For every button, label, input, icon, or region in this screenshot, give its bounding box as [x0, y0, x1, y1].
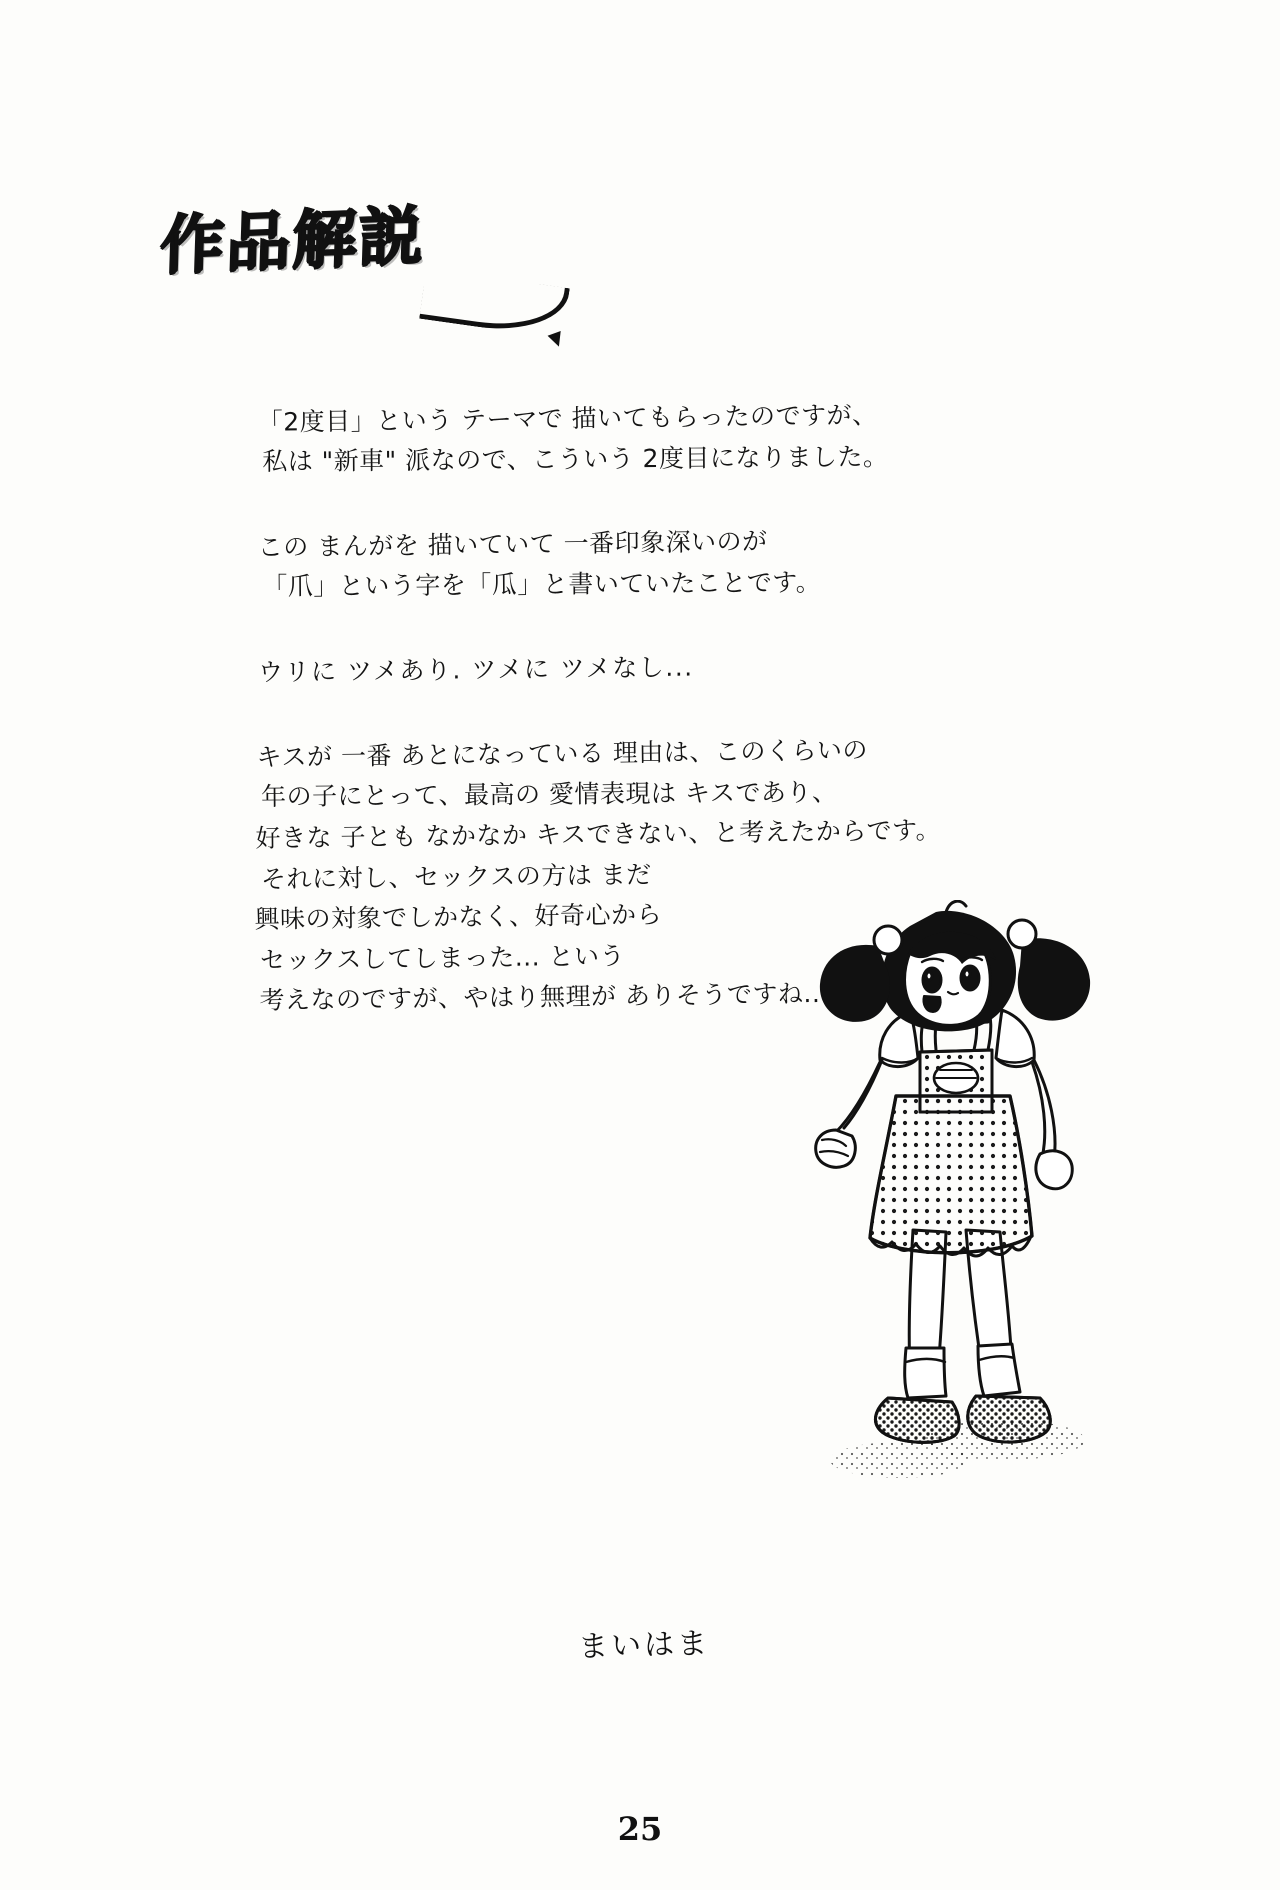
- paragraph-4-line-6: セックスしてしまった... という: [259, 940, 626, 974]
- paragraph-1: [258, 393, 1049, 484]
- paragraph-2-line-2: 「爪」という字を「瓜」と書いていたことです。: [262, 567, 822, 601]
- page-title-text: 作品解説: [158, 199, 426, 284]
- paragraph-1-line-1: 「2度目」という テーマで 描いてもらったのですが、: [257, 400, 878, 437]
- page-title: [158, 199, 500, 318]
- title-underline-swoosh: [419, 268, 570, 339]
- paragraph-4-line-7: 考えなのですが、やはり無理が ありそうですね..: [259, 978, 821, 1015]
- paragraph-3: [258, 643, 1048, 693]
- paragraph-4-line-5: 興味の対象でしかなく、好奇心から: [254, 899, 663, 934]
- artist-signature: まいはま: [577, 1626, 711, 1665]
- paragraph-4-line-4: それに対し、セックスの方は まだ: [260, 859, 652, 893]
- paragraph-2-line-1: この まんがを 描いていて 一番印象深いのが: [257, 526, 768, 562]
- girl-in-pinafore-dress-illustration: [770, 900, 1170, 1730]
- paragraph-4-line-1: キスが 一番 あとになっている 理由は、このくらいの: [256, 734, 869, 772]
- paragraph-2: [258, 518, 1049, 609]
- paragraph-4-line-2: 年の子にとって、最高の 愛情表現は キスであり、: [260, 776, 838, 811]
- page-number: 25: [617, 1810, 663, 1848]
- paragraph-4-line-3: 好きな 子とも なかなか キスできない、と考えたからです。: [255, 814, 942, 853]
- paragraph-3-line-1: ウリに ツメあり. ツメに ツメなし...: [257, 652, 694, 687]
- paragraph-1-line-2: 私は "新車" 派なので、こういう 2度目になりました。: [262, 441, 889, 476]
